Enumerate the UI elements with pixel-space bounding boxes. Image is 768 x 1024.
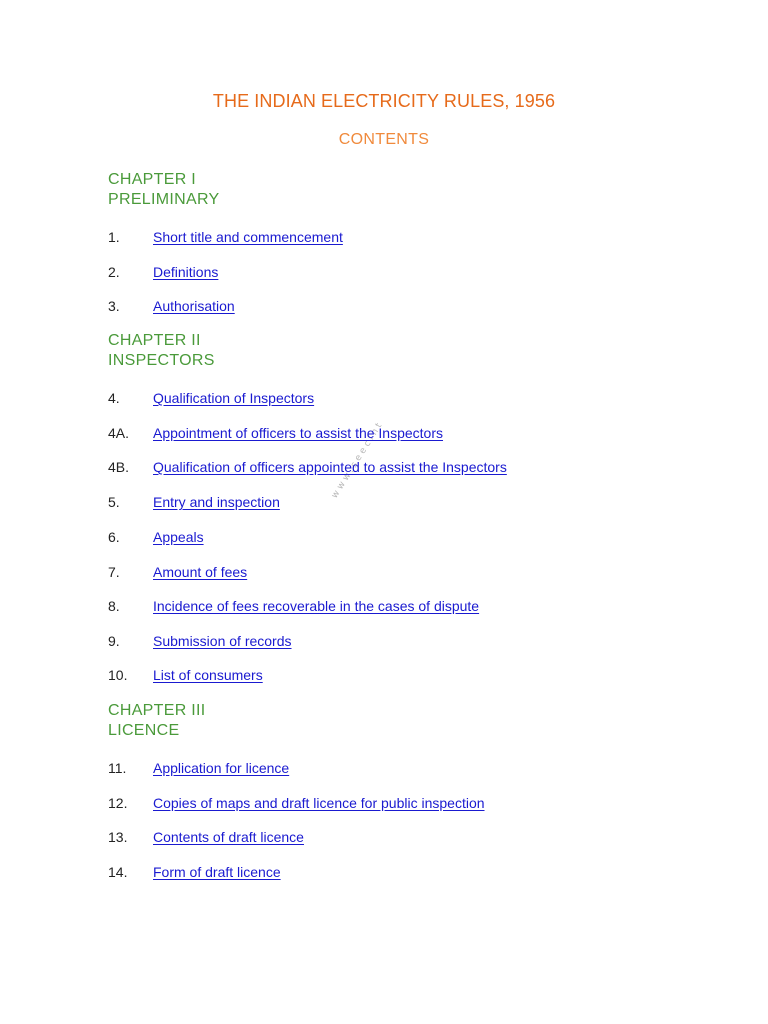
toc-entry-number: 1. (108, 229, 120, 245)
document-title: THE INDIAN ELECTRICITY RULES, 1956 (212, 91, 556, 111)
toc-entry-number: 12. (108, 795, 128, 811)
toc-entry-link[interactable]: Incidence of fees recoverable in the cases of dispute (153, 598, 480, 614)
chapter-number: CHAPTER III (108, 702, 206, 719)
toc-entry-link[interactable]: Entry and inspection (153, 494, 280, 510)
toc-entry-number: 6. (108, 529, 120, 545)
toc-entry-number: 14. (108, 864, 128, 880)
chapter-heading-1 (108, 170, 219, 210)
chapter-heading-2 (108, 331, 215, 371)
toc-entry-link[interactable]: Application for licence (153, 760, 290, 776)
toc-entry-number: 10. (108, 667, 128, 683)
toc-entry-number: 7. (108, 564, 120, 580)
toc-entry-link[interactable]: Contents of draft licence (153, 829, 304, 845)
chapter-heading-3 (108, 701, 206, 741)
toc-entry-link[interactable]: Appointment of officers to assist the Inspectors (153, 425, 444, 441)
watermark: www.seecint (330, 419, 386, 501)
toc-entry-number: 13. (108, 829, 128, 845)
toc-entry-number: 4B. (108, 459, 130, 475)
toc-entry-number: 3. (108, 298, 120, 314)
toc-entry-link[interactable]: List of consumers (153, 667, 263, 683)
toc-entry-number: 8. (108, 598, 120, 614)
toc-entry-link[interactable]: Submission of records (153, 633, 292, 649)
toc-entry-link[interactable]: Appeals (153, 529, 204, 545)
contents-heading: CONTENTS (338, 131, 430, 148)
toc-entry-link[interactable]: Amount of fees (153, 564, 248, 580)
toc-entry-number: 9. (108, 633, 120, 649)
chapter-name: LICENCE (108, 722, 180, 739)
toc-entry-link[interactable]: Qualification of officers appointed to assist the Inspectors (153, 459, 507, 475)
chapter-number: CHAPTER I (108, 171, 197, 188)
toc-entry-link[interactable]: Form of draft licence (153, 864, 281, 880)
chapter-name: PRELIMINARY (108, 191, 220, 208)
toc-entry-number: 5. (108, 494, 120, 510)
toc-entry-link[interactable]: Short title and commencement (153, 229, 343, 245)
toc-entry-link[interactable]: Qualification of Inspectors (153, 390, 315, 406)
chapter-number: CHAPTER II (108, 332, 201, 349)
toc-entry-link[interactable]: Copies of maps and draft licence for public inspection (153, 795, 485, 811)
toc-entry-number: 2. (108, 264, 120, 280)
toc-entry-number: 4. (108, 390, 120, 406)
toc-entry-number: 4A. (108, 425, 130, 441)
toc-entry-link[interactable]: Authorisation (153, 298, 235, 314)
toc-entry-link[interactable]: Definitions (153, 264, 219, 280)
toc-entry-number: 11. (108, 760, 127, 776)
chapter-name: INSPECTORS (108, 352, 215, 369)
